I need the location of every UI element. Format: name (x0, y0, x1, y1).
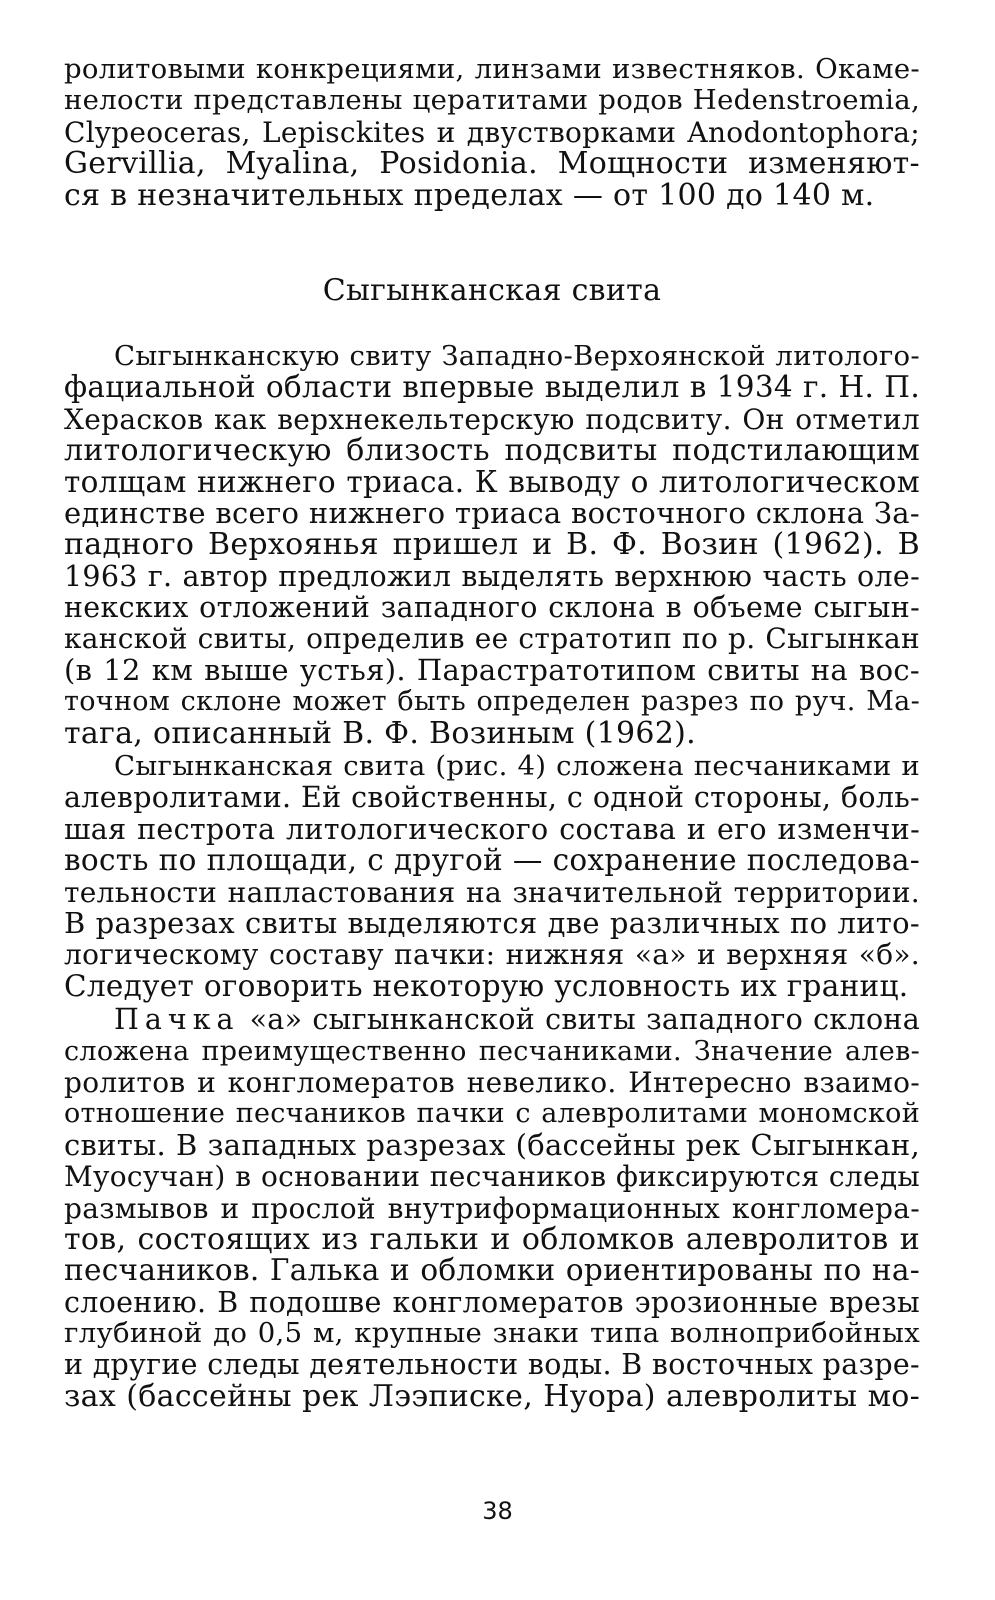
text-line: толщам нижнего триаса. К выводу о литологическом (64, 464, 920, 499)
text-fragment: «а» сыгынканской свиты западного склона (239, 1003, 920, 1037)
text-line: размывов и прослой внутриформационных конгломера- (64, 1191, 920, 1225)
section-heading: Сыгынканская свита (322, 272, 662, 308)
text-line: канской свиты, определив ее стратотип по р. Сыгынкан (64, 622, 920, 656)
spaced-term: Пачка (114, 1003, 240, 1037)
text-line: Следует оговорить некоторую условность их границ. (64, 968, 909, 1003)
text-line: ролитов и конгломератов невелико. Интересно взаимо- (64, 1065, 920, 1099)
text-line: сложена преимущественно песчаниками. Значение алев- (64, 1035, 920, 1067)
text-line: единстве всего нижнего триаса восточного склона За- (64, 495, 920, 530)
text-line: логическому составу пачки: нижняя «а» и верхняя «б». (64, 938, 920, 972)
text-line: и другие следы деятельности воды. В восточных разре- (64, 1348, 920, 1382)
text-line: литологическую близость подсвиты подстилающим (64, 433, 920, 469)
text-line: вость по площади, с другой — сохранение последова- (64, 843, 920, 878)
text-line: точном склоне может быть определен разрез по руч. Ма- (64, 686, 920, 718)
text-line: Муосучан) в основании песчаников фиксируются следы (64, 1160, 920, 1194)
text-line: слоению. В подошве конгломератов эрозионные врезы (64, 1285, 920, 1319)
text-line: Clypeoceras, Lepisckites и двустворками Anodontophora; (64, 115, 920, 149)
text-line: В разрезах свиты выделяются две различных по лито- (64, 905, 920, 940)
paragraph-intro (64, 341, 920, 749)
text-line: фациальной области впервые выделил в 1934 г. Н. П. (64, 370, 920, 405)
text-line: Сыгынканская свита (рис. 4) сложена песчаниками и (114, 750, 920, 783)
text-line: нелости представлены цератитами родов Hedenstroemia, (64, 84, 920, 117)
text-line: Сыгынканскую свиту Западно-Верхоянской литолого- (114, 339, 920, 372)
text-line: песчаников. Галька и обломки ориентированы по на- (64, 1253, 920, 1288)
text-line: тельности напластования на значительной территории. (64, 875, 920, 909)
text-line: свиты. В западных разрезах (бассейны рек Сыгынкан, (64, 1127, 920, 1162)
text-line: тага, описанный В. Ф. Возиным (1962). (64, 715, 696, 751)
paragraph-continued (64, 54, 920, 211)
text-line: (в 12 км выше устья). Парастратотипом свиты на вос- (64, 652, 920, 687)
page-body (64, 54, 920, 1412)
paragraph-composition (64, 751, 920, 1002)
text-line: падного Верхоянья пришел и В. Ф. Возин (1962). В (64, 527, 920, 563)
text-line: отношение песчаников пачки с алевролитами мономской (64, 1098, 920, 1130)
text-line: 1963 г. автор предложил выделять верхнюю часть оле- (64, 559, 920, 593)
paragraph-pack-a (64, 1004, 920, 1412)
text-line: Gervillia, Myalina, Posidonia. Мощности изменяют- (64, 146, 920, 182)
text-line: ролитовыми конкрециями, линзами известняков. Окаме- (64, 53, 920, 85)
text-line: Херасков как верхнекельтерскую подсвиту. Он отметил (64, 402, 920, 436)
text-line (64, 1004, 920, 1035)
text-line: глубиной до 0,5 м, крупные знаки типа волноприбойных (64, 1317, 920, 1350)
page-number: 38 (482, 1497, 513, 1525)
text-line: некских отложений западного склона в объеме сыгын- (64, 591, 920, 625)
text-line: ся в незначительных пределах — от 100 до 140 м. (64, 177, 875, 213)
text-line: шая пестрота литологического состава и его изменчи- (64, 812, 920, 846)
text-line: зах (бассейны рек Лээписке, Нуора) алевролиты мо- (64, 1378, 920, 1414)
text-line: тов, состоящих из гальки и обломков алевролитов и (64, 1221, 920, 1257)
text-line: алевролитами. Ей свойственны, с одной стороны, боль- (64, 781, 920, 815)
